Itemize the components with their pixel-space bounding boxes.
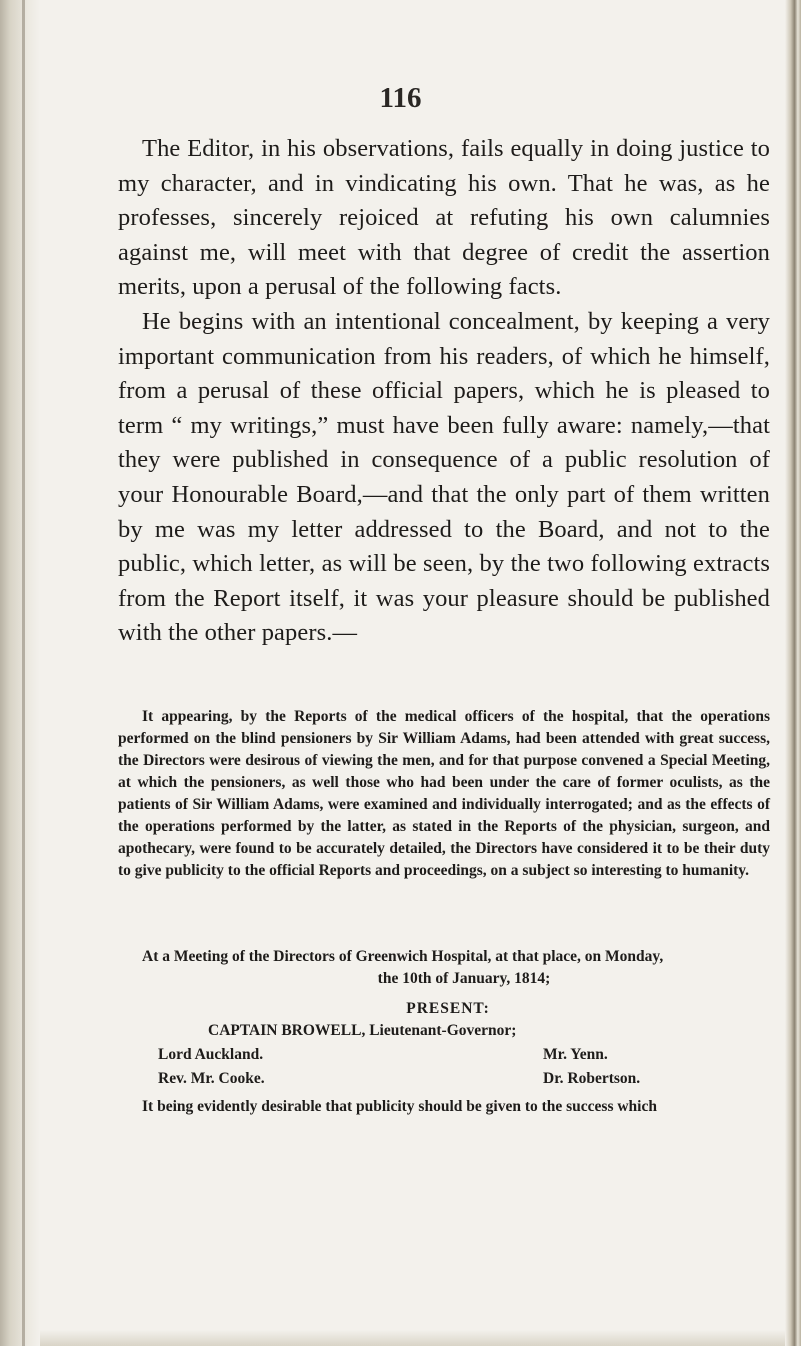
meeting-date: the 10th of January, 1814; <box>377 970 551 987</box>
main-paragraph-2: He begins with an intentional concealment, by keeping a very important communication from his readers, of which he himself, from a perusal of these official papers, which he is pleased to term “ my writings,” must have been fully aware: namely,—that they were published in consequence of a public resolution of your Honourable Board,—and that the only part of them written by me was my letter addressed to the Board, and not to the public, which letter, as will be seen, by the two following extracts from the Report itself, it was your pleasure should be published with the other papers.— <box>118 307 770 647</box>
main-text-block <box>118 132 770 651</box>
attendee-row <box>118 1044 770 1068</box>
present-heading: PRESENT: <box>406 1000 490 1017</box>
report-extract <box>118 706 770 882</box>
binding-margin <box>0 0 40 1346</box>
page-number: 116 <box>379 82 422 114</box>
closing-line: It being evidently desirable that publicity should be given to the success which <box>142 1098 657 1115</box>
chair-row <box>118 1020 770 1044</box>
attendee-right: Mr. Yenn. <box>543 1046 608 1063</box>
attendee-right: Dr. Robertson. <box>543 1070 641 1087</box>
page-fore-edge <box>785 0 801 1346</box>
chair-name: CAPTAIN BROWELL, Lieutenant-Governor; <box>208 1022 517 1039</box>
main-paragraph-1: The Editor, in his observations, fails equally in doing justice to my character, and in vindicating his own. That he was, as he professes, sincerely rejoiced at refuting his own calumnies against me, will meet with that degree of credit the assertion merits, upon a perusal of the following facts. <box>118 135 770 301</box>
attendee-left: Rev. Mr. Cooke. <box>158 1070 265 1087</box>
page-bottom-shadow <box>40 1330 785 1346</box>
extract-paragraph: It appearing, by the Reports of the medical officers of the hospital, that the operations performed on the blind pensioners by Sir William Adams, had been attended with great success, the Directors were desirous of viewing the men, and for that purpose convened a Special Meeting, at which the pensioners, as well those who had been under the care of former oculists, as the patients of Sir William Adams, were examined and individually interrogated; and as the effects of the operations performed by the latter, as stated in the Reports of the physician, surgeon, and apothecary, were found to be accurately detailed, the Directors have considered it to be their duty to give publicity to the official Reports and proceedings, on a subject so interesting to humanity. <box>118 708 770 879</box>
meeting-record <box>118 946 770 1118</box>
attendee-row <box>118 1068 770 1092</box>
meeting-intro: At a Meeting of the Directors of Greenwich Hospital, at that place, on Monday, <box>142 948 664 965</box>
binding-gutter-line <box>22 0 25 1346</box>
attendee-left: Lord Auckland. <box>158 1046 264 1063</box>
